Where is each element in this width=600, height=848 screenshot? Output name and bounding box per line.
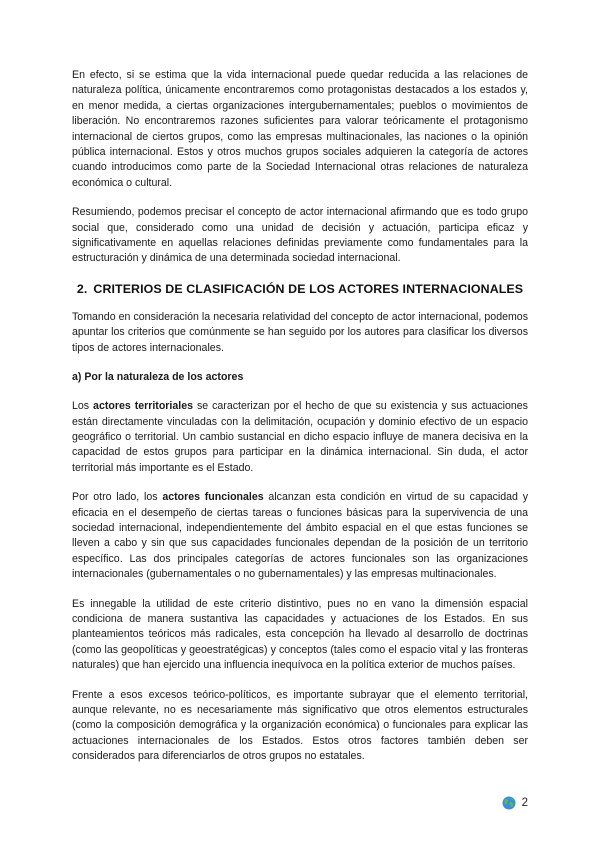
paragraph-intro: En efecto, si se estima que la vida internacional puede quedar reducida a las relaciones de naturaleza política, únicamente encontraremos como protagonistas destacados a los estados y, en menor medida, a ciertas organizaciones intergubernamentales; pueblos o movimientos de liberación. No encontraremos razones suficientes para valorar teóricamente el protagonismo internacional de ciertos grupos, como las empresas multinacionales, las naciones o la opinión pública internacional. Estos y otros muchos grupos sociales adquieren la categoría de actores cuando introducimos como parte de la Sociedad Internacional otras relaciones de naturaleza económica o cultural. [72,69,528,189]
section-number: 2. [76,281,88,296]
paragraph-territorial [72,399,528,476]
text-segment: Los [72,400,94,413]
term-actores-territoriales: actores territoriales [93,400,193,413]
paragraph-utilidad: Es innegable la utilidad de este criterio distintivo, pues no en vano la dimensión espacial condiciona de manera sustantiva las capacidades y actuaciones de los Estados. En sus planteamientos teóricos más radicales, esta concepción ha llevado al desarrollo de doctrinas (como las geopolíticas y geoestratégicas) y conceptos (tales como el espacio vital y las fronteras naturales) que han ejercido una influencia inequívoca en la política exterior de muchos países. [72,597,528,672]
text-segment: se caracterizan por el hecho de que su existencia y sus actuaciones están directamente vinculadas con la delimitación, ocupación y dominio efectivo de un espacio geográfico o territorial. Un cambio sustancial en dicho espacio influye de manera decisiva en la capacidad de estos grupos para participar en la dinámica internacional. Sin duda, el actor territorial más importante es el Estado. [72,400,528,474]
subsection-heading: a) Por la naturaleza de los actores [72,371,244,384]
paragraph-summary: Resumiendo, podemos precisar el concepto de actor internacional afirmando que es todo grupo social que, considerado como una unidad de decisión y actuación, participa eficaz y significativamente en aquellas relaciones definidas previamente como fundamentales para la estructuración y dinámica de una determinada sociedad internacional. [72,206,528,265]
text-segment: alcanzan esta condición en virtud de su capacidad y eficacia en el desempeño de ciertas tareas o funciones básicas para la supervivencia de una sociedad internacional, independientemente del ámbito espacial en el que estas funciones se lleven a cabo y sin que sus capacidades funcionales dependan de la posición de un territorio específico. Las dos principales categorías de actores funcionales son las organizaciones internacionales (gubernamentales o no gubernamentales) y las empresas multinacionales. [72,491,529,581]
page-footer [502,796,528,810]
paragraph-funcional [72,490,528,582]
text-segment: Por otro lado, los [72,491,163,504]
paragraph-excesos: Frente a esos excesos teórico-políticos, es importante subrayar que el elemento territorial, aunque relevante, no es necesariamente más significativo que otros elementos estructurales (como la composición demográfica y la organización económica) o funcionales para explicar las actuaciones internacionales de los Estados. Estos otros factores también deben ser considerados para diferenciarlos de otros grupos no estatales. [72,688,528,763]
globe-icon [502,796,516,810]
term-actores-funcionales: actores funcionales [162,491,264,504]
page-content [72,68,528,779]
page-number: 2 [521,797,528,809]
section-heading [72,281,528,297]
section-title: CRITERIOS DE CLASIFICACIÓN DE LOS ACTORES INTERNACIONALES [93,281,524,296]
paragraph-criteria: Tomando en consideración la necesaria relatividad del concepto de actor internacional, podemos apuntar los criterios que comúnmente se han seguido por los autores para clasificar los diversos tipos de actores internacionales. [72,310,528,354]
